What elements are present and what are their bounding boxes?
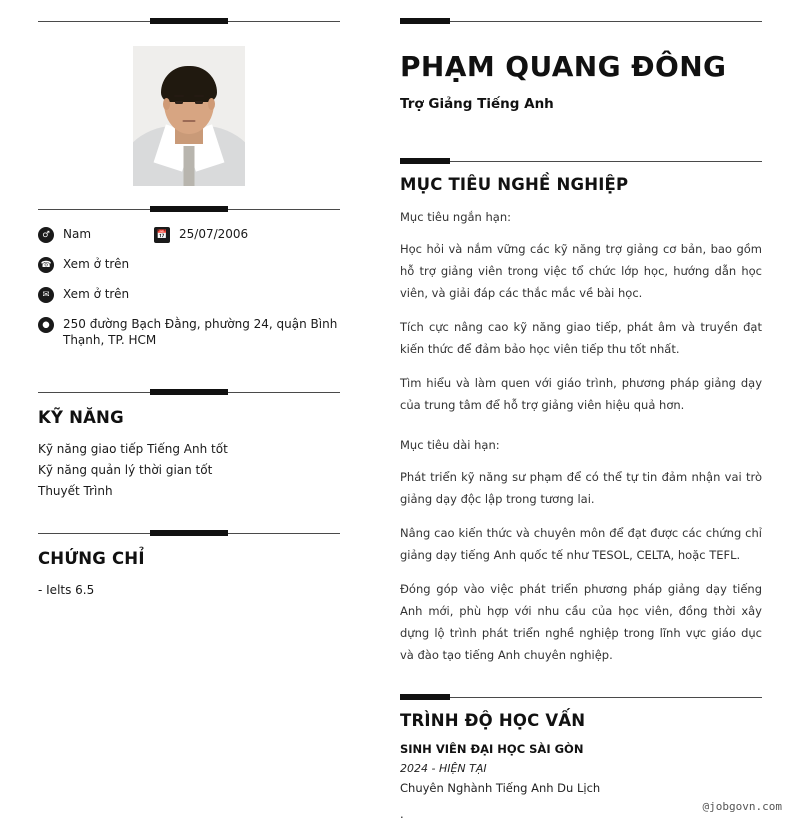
job-title: Trợ Giảng Tiếng Anh — [400, 96, 554, 112]
spacer — [400, 228, 762, 238]
objective-title: MỤC TIÊU NGHỀ NGHIỆP — [400, 175, 629, 194]
spacer — [38, 502, 340, 530]
gender-icon: ♂ — [38, 227, 54, 243]
skills-list — [38, 439, 340, 502]
spacer — [38, 361, 340, 389]
objective-paragraph: Học hỏi và nắm vững các kỹ năng trợ giảng cơ bản, bao gồm hỗ trợ giảng viên trong việc tổ chức lớp học, hướng dẫn học viên, và giải đáp các thắc mắc về bài học. — [400, 242, 762, 300]
photo-eye-right — [195, 101, 203, 104]
objective-paragraph: Đóng góp vào việc phát triển phương pháp giảng dạy tiếng Anh mới, phù hợp với nhu cầu của học viên, đồng thời xây dựng lộ trình phát triển nghề nghiệp trong lĩnh vực giáo dục và đào tạo tiếng Anh chuyên nghiệp. — [400, 582, 762, 662]
divider-thin-line — [400, 161, 762, 162]
email-icon: ✉ — [38, 287, 54, 303]
skill-item: Kỹ năng quản lý thời gian tốt — [38, 463, 213, 477]
location-icon: ● — [38, 317, 54, 333]
right-column — [362, 0, 800, 825]
divider-thick-segment — [400, 158, 450, 164]
spacer — [400, 666, 762, 694]
divider-below-photo — [38, 206, 340, 212]
photo-ear-right — [208, 98, 215, 110]
contact-email — [38, 286, 340, 303]
education-title: TRÌNH ĐỘ HỌC VẤN — [400, 711, 586, 730]
contact-gender — [38, 226, 154, 243]
education-date: 2024 - HIỆN TẠI — [400, 762, 487, 775]
divider-above-education — [400, 694, 762, 700]
contact-dob-value: 25/07/2006 — [179, 227, 249, 241]
left-column — [0, 0, 362, 825]
divider-thin-line — [400, 21, 762, 22]
divider-top-right — [400, 18, 762, 24]
spacer — [400, 456, 762, 466]
profile-photo — [133, 46, 245, 186]
contact-list — [38, 226, 340, 348]
spacer — [400, 112, 762, 140]
contact-row-gender-dob — [38, 226, 340, 243]
objective-paragraph: Nâng cao kiến thức và chuyên môn để đạt được các chứng chỉ giảng dạy tiếng Anh quốc tế như TESOL, CELTA, hoặc TEFL. — [400, 526, 762, 562]
spacer — [400, 140, 762, 158]
phone-icon: ☎ — [38, 257, 54, 273]
photo-ear-left — [163, 98, 170, 110]
objective-paragraph: Phát triển kỹ năng sư phạm để có thể tự tin đảm nhận vai trò giảng dạy độc lập trong tương lai. — [400, 470, 762, 506]
divider-thick-segment — [400, 694, 450, 700]
skill-item: Thuyết Trình — [38, 484, 113, 498]
photo-brow-right — [194, 95, 204, 97]
contact-phone — [38, 256, 340, 273]
divider-thin-line — [400, 697, 762, 698]
education-major: Chuyên Nghành Tiếng Anh Du Lịch — [400, 781, 601, 795]
contact-email-value: Xem ở trên — [63, 287, 130, 301]
contact-address-value: 250 đường Bạch Đằng, phường 24, quận Bình Thạnh, TP. HCM — [63, 317, 338, 347]
divider-above-skills — [38, 389, 340, 395]
certificates-title: CHỨNG CHỈ — [38, 549, 145, 568]
divider-thick-segment — [150, 530, 228, 536]
photo-tie — [184, 146, 195, 186]
photo-mouth — [183, 120, 196, 122]
objective-short-label: Mục tiêu ngắn hạn: — [400, 210, 511, 224]
certificate-item: - Ielts 6.5 — [38, 583, 95, 597]
calendar-icon: 📅 — [154, 227, 170, 243]
objective-paragraph: Tích cực nâng cao kỹ năng giao tiếp, phát âm và truyền đạt kiến thức để đảm bảo học viên tiếp thu tốt nhất. — [400, 320, 762, 356]
spacer — [400, 416, 762, 434]
education-school: SINH VIÊN ĐẠI HỌC SÀI GÒN — [400, 742, 584, 756]
divider-above-objective — [400, 158, 762, 164]
photo-eye-left — [175, 101, 183, 104]
objective-long-label: Mục tiêu dài hạn: — [400, 438, 500, 452]
certificates-list — [38, 580, 340, 600]
divider-thick-segment — [150, 389, 228, 395]
divider-thick-segment — [150, 18, 228, 24]
divider-thick-segment — [400, 18, 450, 24]
photo-brow-left — [174, 95, 184, 97]
contact-gender-value: Nam — [63, 227, 92, 241]
contact-dob — [154, 226, 248, 243]
skill-item: Kỹ năng giao tiếp Tiếng Anh tốt — [38, 442, 228, 456]
objective-short-list — [400, 238, 762, 416]
skills-title: KỸ NĂNG — [38, 408, 124, 427]
photo-container — [38, 46, 340, 186]
objective-long-list — [400, 466, 762, 666]
divider-top-left — [38, 18, 340, 24]
contact-address — [38, 316, 340, 348]
divider-above-certificates — [38, 530, 340, 536]
contact-phone-value: Xem ở trên — [63, 257, 130, 271]
objective-paragraph: Tìm hiểu và làm quen với giáo trình, phương pháp giảng dạy của trung tâm để hỗ trợ giảng viên hiệu quả hơn. — [400, 376, 762, 412]
education-note: . — [400, 807, 404, 821]
page-title: PHẠM QUANG ĐÔNG — [400, 50, 727, 83]
watermark: @jobgovn.com — [702, 800, 782, 813]
divider-thick-segment — [150, 206, 228, 212]
